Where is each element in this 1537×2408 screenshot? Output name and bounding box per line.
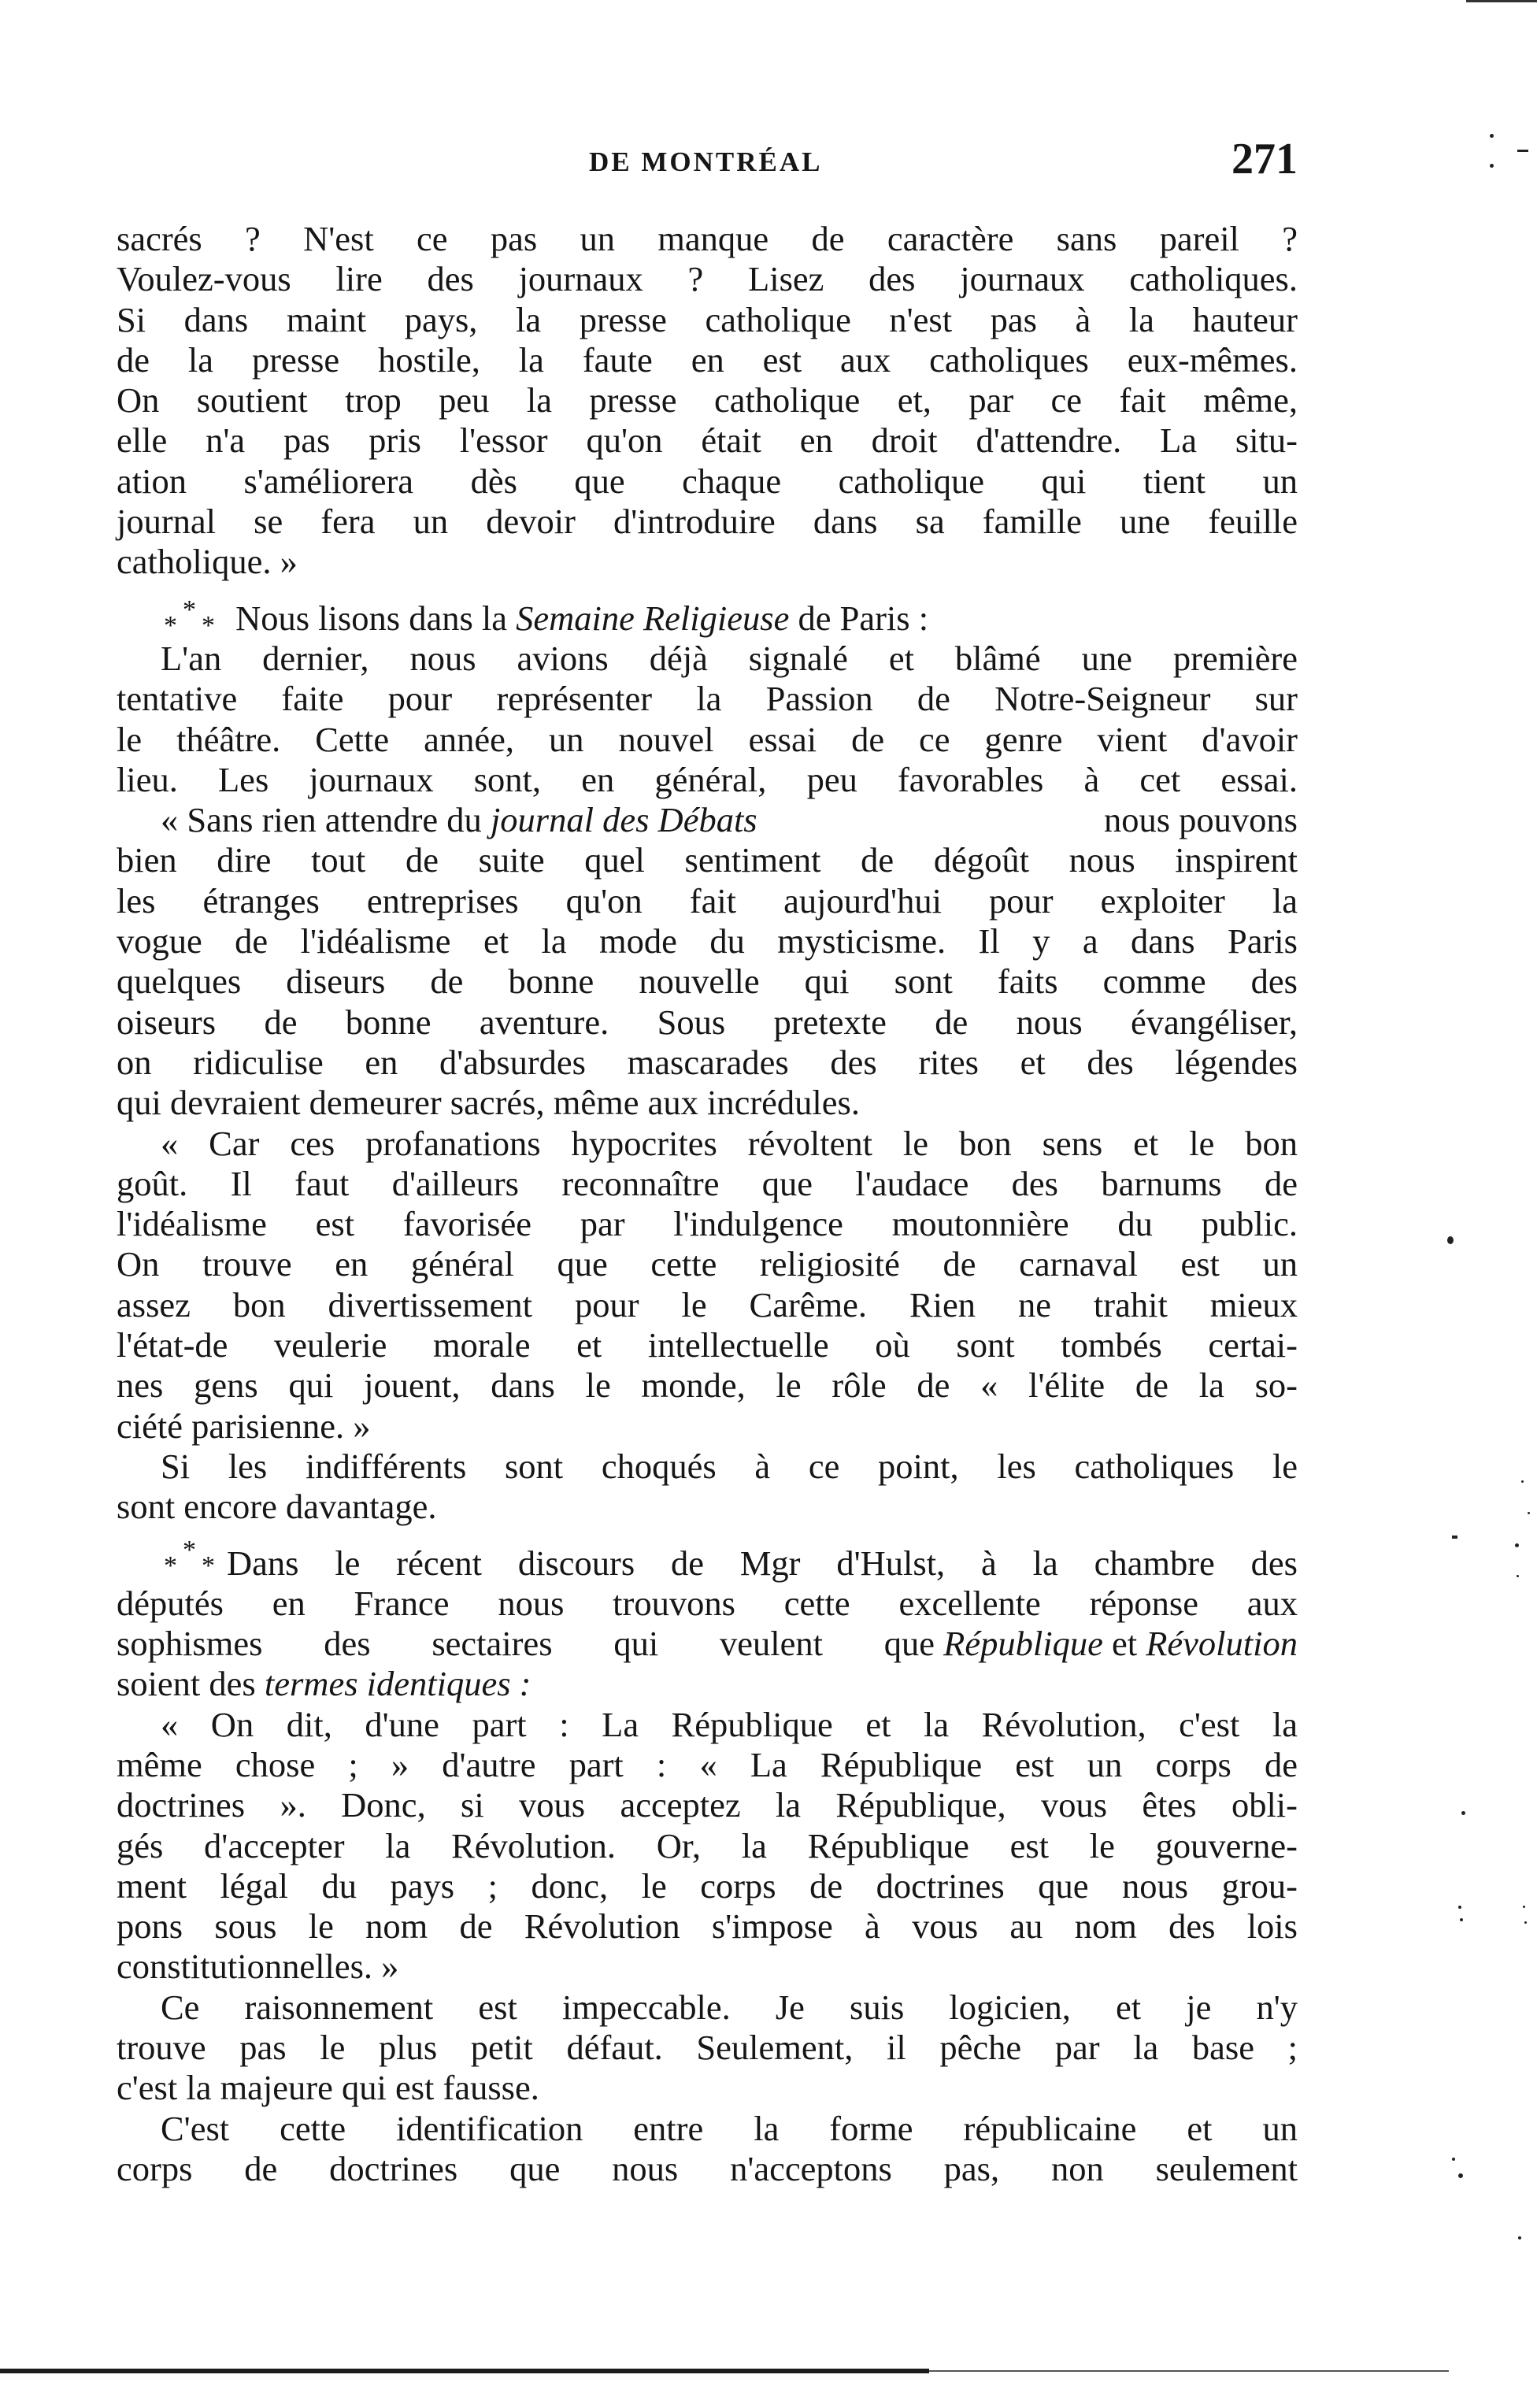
text-run: sophismes des sectaires qui veulent que	[117, 1624, 944, 1664]
speck	[1524, 1921, 1527, 1924]
text-line: catholique. »	[117, 542, 298, 582]
speck	[1447, 1236, 1454, 1244]
speck	[1461, 1811, 1465, 1815]
text-line: On trouve en général que cette religiosité de carnaval est un	[117, 1244, 1298, 1284]
speck	[1517, 150, 1528, 152]
italic-word: République	[943, 1624, 1103, 1664]
bottom-edge-rule-faint	[929, 2370, 1449, 2372]
asterism-star: *	[183, 1535, 196, 1565]
text-line: tentative faite pour représenter la Passion de Notre-Seigneur sur	[117, 679, 1298, 719]
text-run: soient des	[117, 1664, 265, 1704]
text-line: corps de doctrines que nous n'acceptons pas, non seulement	[117, 2148, 1298, 2188]
text-line: lieu. Les journaux sont, en général, peu favorables à cet essai.	[117, 759, 1298, 799]
speck	[1518, 2236, 1521, 2239]
text-line: Si dans maint pays, la presse catholique n'est pas à la hauteur	[117, 299, 1298, 339]
text-run: « Sans rien attendre du	[161, 800, 491, 840]
text-line: goût. Il faut d'ailleurs reconnaître que l'audace des barnums de	[117, 1163, 1298, 1203]
text-line: doctrines ». Donc, si vous acceptez la République, vous êtes obli-	[117, 1785, 1298, 1825]
italic-title: journal des Débats	[490, 800, 757, 840]
text-line: députés en France nous trouvons cette excellente réponse aux	[117, 1583, 1298, 1623]
asterism-star: *	[202, 1550, 215, 1580]
section-first-line	[117, 1535, 1298, 1584]
text-run: Dans le récent discours de Mgr d'Hulst, à la chambre des	[227, 1543, 1298, 1583]
text-line: L'an dernier, nous avions déjà signalé et blâmé une première	[161, 638, 1298, 678]
speck	[1458, 1906, 1461, 1909]
asterism-star: *	[202, 610, 215, 640]
body-text	[117, 219, 1298, 2189]
speck	[1452, 1536, 1457, 1539]
text-line: de la presse hostile, la faute en est aux catholiques eux-mêmes.	[117, 339, 1298, 380]
text-line: ation s'améliorera dès que chaque catholique qui tient un	[117, 461, 1298, 501]
speck	[1515, 1543, 1519, 1547]
text-line: pons sous le nom de Révolution s'impose à vous au nom des lois	[117, 1906, 1298, 1947]
italic-phrase: termes identiques :	[264, 1664, 531, 1704]
text-line: bien dire tout de suite quel sentiment de dégoût nous inspirent	[117, 840, 1298, 880]
asterism	[161, 595, 227, 640]
section-first-line	[117, 595, 1298, 640]
speck	[1528, 1512, 1530, 1514]
text-line: quelques diseurs de bonne nouvelle qui sont faits comme des	[117, 961, 1298, 1002]
text-line	[117, 800, 1298, 840]
text-line: sont encore davantage.	[117, 1487, 437, 1527]
speck	[1490, 134, 1494, 138]
speck	[1458, 2173, 1463, 2178]
text-line: journal se fera un devoir d'introduire dans sa famille une feuille	[117, 502, 1298, 542]
text-run: nous pouvons	[1094, 800, 1298, 840]
speck	[1523, 1906, 1525, 1908]
running-head: DE MONTRÉAL	[589, 146, 823, 177]
text-line: Si les indifférents sont choqués à ce point, les catholiques le	[161, 1446, 1298, 1486]
text-line: l'idéalisme est favorisée par l'indulgence moutonnière du public.	[117, 1204, 1298, 1244]
text-line: ciété parisienne. »	[117, 1406, 371, 1446]
bottom-edge-rule	[0, 2369, 929, 2373]
text-line: Ce raisonnement est impeccable. Je suis logicien, et je n'y	[161, 1987, 1298, 2027]
text-line: Voulez-vous lire des journaux ? Lisez des journaux catholiques.	[117, 259, 1298, 299]
text-line: vogue de l'idéalisme et la mode du mysticisme. Il y a dans Paris	[117, 921, 1298, 961]
italic-word: Révolution	[1146, 1624, 1298, 1664]
text-line: nes gens qui jouent, dans le monde, le rôle de « l'élite de la so-	[117, 1365, 1298, 1406]
speck	[1452, 2158, 1455, 2161]
text-line: trouve pas le plus petit défaut. Seulement, il pêche par la base ;	[117, 2028, 1298, 2068]
margin-specks	[1443, 0, 1537, 2408]
text-line: On soutient trop peu la presse catholique et, par ce fait même,	[117, 380, 1298, 420]
text-line: on ridiculise en d'absurdes mascarades des rites et des légendes	[117, 1042, 1298, 1082]
page-number: 271	[1231, 135, 1298, 183]
text-line: qui devraient demeurer sacrés, même aux incrédules.	[117, 1083, 860, 1123]
text-run: Nous lisons dans la	[235, 598, 517, 638]
text-line: « On dit, d'une part : La République et la Révolution, c'est la	[161, 1704, 1298, 1744]
text-line	[117, 1624, 1298, 1664]
text-line: assez bon divertissement pour le Carême. Rien ne trahit mieux	[117, 1284, 1298, 1324]
asterism-star: *	[164, 1550, 177, 1580]
asterism-star: *	[164, 610, 177, 640]
asterism	[161, 1535, 227, 1580]
speck	[1460, 1918, 1463, 1921]
speck	[1521, 1480, 1524, 1483]
text-run: et	[1102, 1624, 1146, 1664]
text-line: les étranges entreprises qu'on fait aujourd'hui pour exploiter la	[117, 880, 1298, 921]
page-header	[117, 134, 1298, 197]
text-line: même chose ; » d'autre part : « La République est un corps de	[117, 1744, 1298, 1784]
speck	[1490, 164, 1494, 168]
text-line: gés d'accepter la Révolution. Or, la République est le gouverne-	[117, 1825, 1298, 1865]
speck	[1517, 1575, 1519, 1577]
text-line: le théâtre. Cette année, un nouvel essai de ce genre vient d'avoir	[117, 719, 1298, 759]
text-line: oiseurs de bonne aventure. Sous pretexte de nous évangéliser,	[117, 1002, 1298, 1042]
text-line: constitutionnelles. »	[117, 1947, 399, 1987]
text-run: de Paris :	[789, 598, 929, 638]
asterism-star: *	[183, 595, 196, 624]
text-line: C'est cette identification entre la forme républicaine et un	[161, 2108, 1298, 2148]
text-line: elle n'a pas pris l'essor qu'on était en droit d'attendre. La situ-	[117, 420, 1298, 461]
text-line	[117, 1664, 1298, 1704]
text-line: l'état-de veulerie morale et intellectuelle où sont tombés certai-	[117, 1325, 1298, 1365]
text-line: ment légal du pays ; donc, le corps de doctrines que nous grou-	[117, 1865, 1298, 1906]
italic-title: Semaine Religieuse	[516, 598, 790, 638]
text-line: « Car ces profanations hypocrites révoltent le bon sens et le bon	[161, 1123, 1298, 1163]
text-line: sacrés ? N'est ce pas un manque de caractère sans pareil ?	[117, 219, 1298, 258]
text-line: c'est la majeure qui est fausse.	[117, 2068, 539, 2108]
